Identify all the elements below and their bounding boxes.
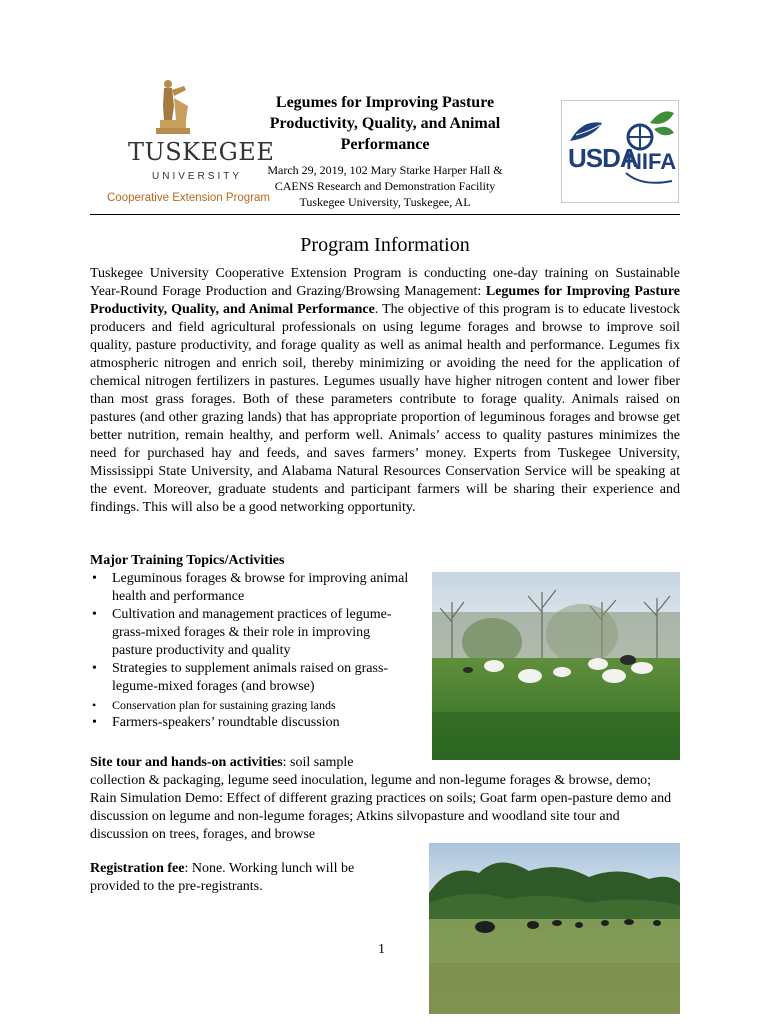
list-item: • Cultivation and management practices of legume-grass-mixed forages & their role in improving pasture productivity and quality (90, 606, 410, 660)
usda-leaf-icon (570, 122, 602, 141)
training-topics (90, 552, 410, 732)
section-title: Program Information (300, 234, 470, 256)
registration-label: Registration fee (90, 861, 185, 876)
site-tour-details: collection & packaging, legume seed inoculation, legume and non-legume forages & browse, demo; Rain Simulation Demo: Effect of different grazing practices on soils; Goat farm open-pasture demo and discussion on legume and non-legume forages; Atkins silvopasture and woodland site tour and discussion on trees, forages, and browse (90, 773, 672, 842)
topics-list (90, 570, 410, 732)
list-item: • Farmers-speakers’ roundtable discussion (90, 714, 410, 732)
site-tour-paragraph (90, 754, 680, 844)
event-city: Tuskegee University, Tuskegee, AL (299, 195, 471, 209)
logo-program: Cooperative Extension Program (107, 192, 270, 204)
usda-text: USDA (568, 143, 638, 173)
topics-heading: Major Training Topics/Activities (90, 553, 285, 568)
intro-text-part2: . The objective of this program is to educate livestock producers and field agricultural professionals on using legume forages and browse to improve soil quality, pasture productivity, and forage quality as well as animal health and performance. Legumes fix atmospheric nitrogen and enrich soil, thereby minimizing or avoiding the need for the application of chemical nitrogen fertilizers in pastures. Legumes usually have higher nitrogen content and lower fiber than most grass forages. Both of these parameters contribute to forage quality. Animals raised on pastures (and other grazing lands) that has appropriate proportion of leguminous forages and browse get better nutrition, remain healthy, and perform well. Animals’ access to quality pastures minimizes the need for purchased hay and feeds, and saves farmers’ money. Experts from Tuskegee University, Mississippi State University, and Alabama Natural Resources Conservation Service will be speaking at the event. Moreover, graduate students and participant farmers will be sharing their experience and findings. This will also be a good networking opportunity. (90, 302, 680, 515)
goats-pasture-photo (432, 572, 680, 760)
booker-t-washington-statue-icon (150, 76, 196, 136)
registration-paragraph (90, 860, 390, 896)
cattle-pasture-photo (429, 843, 680, 1014)
intro-program-name: Legumes for Improving Pasture Productivity, Quality, and Animal Performance (90, 284, 680, 317)
event-facility: CAENS Research and Demonstration Facility (274, 179, 496, 193)
intro-text-part1: Tuskegee University Cooperative Extension Program is conducting one-day training on Sustainable Year-Round Forage Production and Grazing/Browsing Management: (90, 266, 680, 299)
event-info (260, 162, 510, 210)
list-item: • Strategies to supplement animals raised on grass-legume-mixed forages (and browse) (90, 660, 410, 696)
site-tour-label: Site tour and hands-on activities (90, 755, 283, 770)
document-title: Legumes for Improving Pasture Productivity, Quality, and Animal Performance (269, 94, 501, 153)
nifa-text: NIFA (626, 149, 677, 174)
document-header (90, 70, 680, 216)
site-tour-line1: : soil sample (282, 755, 354, 770)
intro-paragraph (90, 265, 680, 517)
page-number: 1 (378, 942, 385, 957)
usda-nifa-logo (561, 100, 679, 203)
title-block (260, 92, 510, 210)
list-item: • Conservation plan for sustaining grazing lands (90, 696, 410, 714)
event-date-location: March 29, 2019, 102 Mary Starke Harper Hall & (267, 163, 503, 177)
logo-name: TUSKEGEE (128, 138, 275, 166)
tuskegee-logo (90, 76, 275, 204)
logo-university: UNIVERSITY (152, 171, 243, 182)
list-item: • Leguminous forages & browse for improving animal health and performance (90, 570, 410, 606)
header-divider (90, 214, 680, 215)
registration-text: : None. Working lunch will be provided to the pre-registrants. (90, 861, 355, 894)
